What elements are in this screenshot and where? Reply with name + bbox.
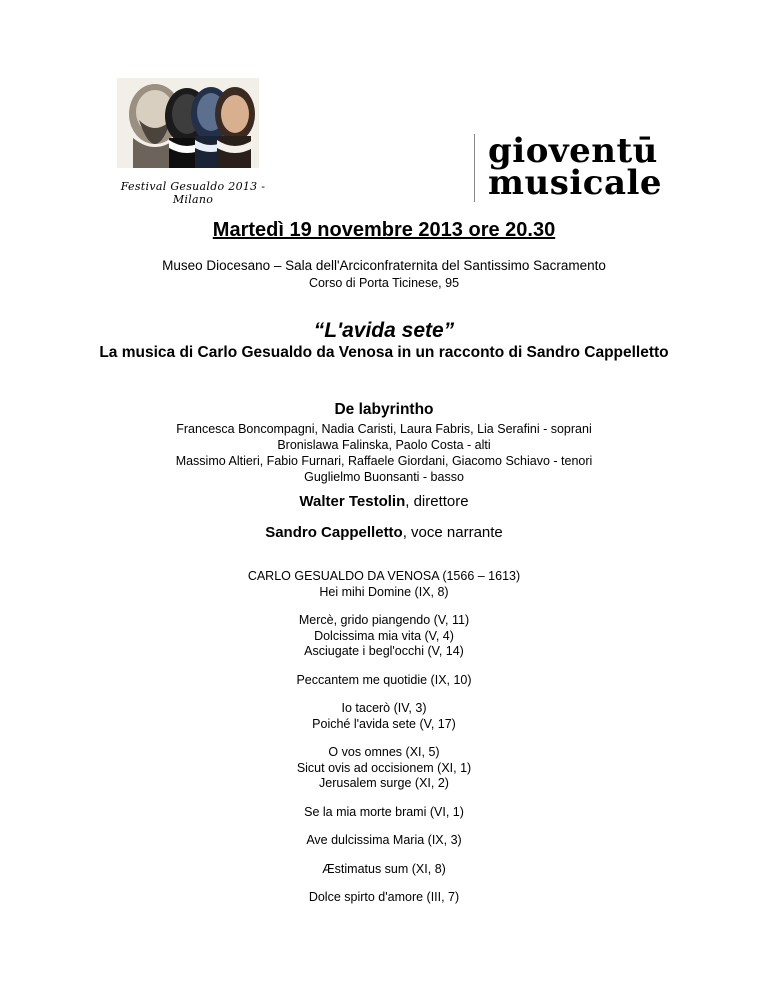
event-address: Corso di Porta Ticinese, 95 — [308, 276, 460, 290]
program-group — [0, 569, 768, 600]
narrator-name: Sandro Cappelletto — [265, 524, 403, 541]
performers-bass: Guglielmo Buonsanti - basso — [304, 470, 464, 484]
program-group — [0, 862, 768, 878]
program-piece: Dolce spirto d'amore (III, 7) — [308, 890, 460, 904]
director-credit — [0, 493, 768, 510]
performers-sopranos: Francesca Boncompagni, Nadia Caristi, Laura Fabris, Lia Serafini - soprani — [176, 422, 592, 436]
program-group — [0, 890, 768, 906]
gioventu-musicale-logo — [474, 131, 684, 204]
concert-subtitle: La musica di Carlo Gesualdo da Venosa in un racconto di Sandro Cappelletto — [99, 344, 669, 361]
concert-title: “L'avida sete” — [313, 319, 455, 342]
event-venue: Museo Diocesano – Sala dell'Arciconfraternita del Santissimo Sacramento — [162, 258, 606, 273]
program-list — [0, 569, 768, 919]
director-role: , direttore — [405, 493, 469, 510]
program-group — [0, 673, 768, 689]
performers-tenors: Massimo Altieri, Fabio Furnari, Raffaele Giordani, Giacomo Schiavo - tenori — [175, 454, 593, 468]
program-piece: Asciugate i begl'occhi (V, 14) — [304, 644, 464, 658]
festival-caption: Festival Gesualdo 2013 - Milano — [120, 180, 266, 206]
director-name: Walter Testolin — [299, 493, 406, 510]
program-group — [0, 833, 768, 849]
program-piece: Io tacerò (IV, 3) — [341, 701, 427, 715]
program-group — [0, 701, 768, 732]
program-group — [0, 805, 768, 821]
narrator-role: , voce narrante — [402, 524, 503, 541]
program-piece: Jerusalem surge (XI, 2) — [319, 776, 449, 790]
program-piece: Ave dulcissima Maria (IX, 3) — [306, 833, 462, 847]
logo-divider — [474, 134, 475, 202]
program-piece: Sicut ovis ad occisionem (XI, 1) — [296, 760, 472, 775]
program-group — [0, 613, 768, 660]
event-date: Martedì 19 novembre 2013 ore 20.30 — [212, 219, 556, 241]
performers-altos: Bronislawa Falinska, Paolo Costa - alti — [277, 438, 491, 452]
ensemble-name: De labyrintho — [334, 401, 434, 418]
program-piece: O vos omnes (XI, 5) — [328, 745, 440, 759]
logo-word-gioventu: gioventū — [488, 131, 658, 171]
composer-heading: CARLO GESUALDO DA VENOSA (1566 – 1613) — [247, 569, 521, 583]
program-piece: Æstimatus sum (XI, 8) — [322, 861, 446, 876]
program-group — [0, 745, 768, 792]
program-piece: Se la mia morte brami (VI, 1) — [304, 804, 464, 819]
performers-list — [0, 421, 768, 485]
program-piece: Hei mihi Domine (IX, 8) — [319, 584, 449, 599]
narrator-credit — [0, 524, 768, 541]
portrait-color — [215, 87, 255, 168]
logo-word-musicale: musicale — [488, 163, 663, 203]
program-piece: Poiché l'avida sete (V, 17) — [312, 716, 456, 731]
program-piece: Mercè, grido piangendo (V, 11) — [298, 613, 470, 627]
program-piece: Dolcissima mia vita (V, 4) — [314, 628, 454, 643]
program-piece: Peccantem me quotidie (IX, 10) — [296, 672, 472, 687]
